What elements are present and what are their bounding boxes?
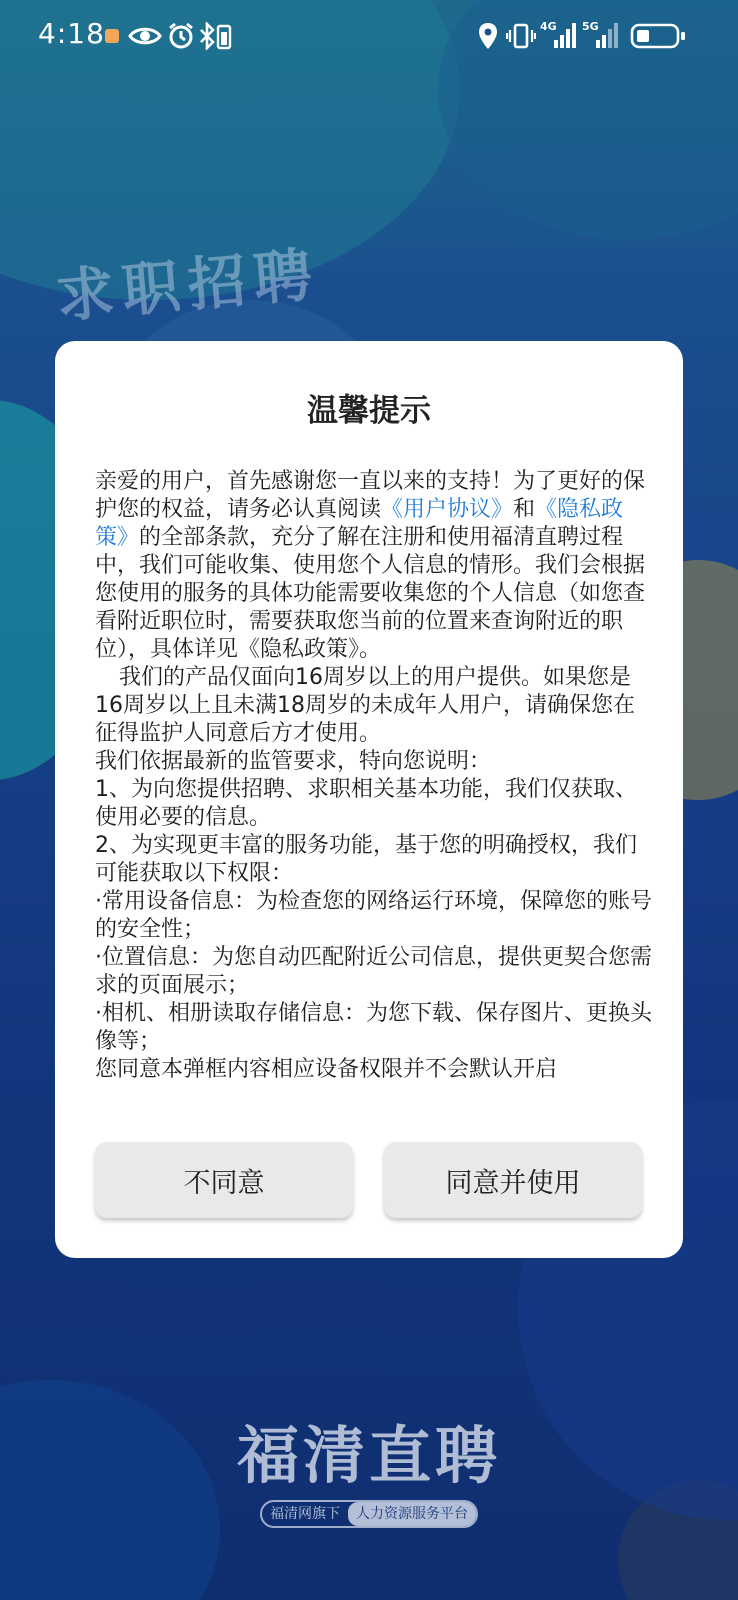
app-notification-icon — [104, 28, 120, 56]
dialog-content[interactable] — [95, 468, 655, 1108]
intro-text: 亲爱的用户，首先感谢您一直以来的支持！为了更好的保护您的权益，请务必认真阅读 — [95, 469, 646, 522]
location-icon — [478, 22, 498, 50]
brand-name: 福清直聘 — [236, 1419, 501, 1492]
intro-paragraph — [95, 468, 655, 664]
intro-text-rest: 的全部条款，充分了解在注册和使用福清直聘过程中，我们可能收集、使用您个人信息的情形。我们会根据您使用的服务的具体功能需要收集您的个人信息（如您查看附近职位时，需要获取您当前的位置来查询附近的职位），具体详见《隐私政策》。 — [95, 525, 646, 662]
battery-icon — [630, 22, 688, 50]
agree-and-use-button[interactable]: 同意并使用 — [384, 1142, 642, 1218]
permission-default-note: 您同意本弹框内容相应设备权限并不会默认开启 — [95, 1057, 558, 1082]
brand-tagline-right: 人力资源服务平台 — [348, 1502, 476, 1526]
permissions-paragraph: 2、为实现更丰富的服务功能，基于您的明确授权，我们可能获取以下权限： — [95, 833, 637, 886]
status-bar — [0, 0, 738, 72]
status-time: 4:18 — [38, 17, 105, 50]
eye-icon — [128, 24, 162, 52]
signal-4g-icon — [540, 18, 580, 46]
dialog-title: 温馨提示 — [307, 393, 431, 429]
location-info-item: ·位置信息：为您自动匹配附近公司信息，提供更契合您需求的页面展示； — [95, 945, 652, 998]
disagree-button[interactable]: 不同意 — [95, 1142, 353, 1218]
intro-text-and: 和 — [513, 497, 536, 522]
user-agreement-link[interactable]: 《用户协议》 — [381, 497, 514, 522]
alarm-icon — [168, 22, 194, 50]
brand-tagline — [260, 1500, 478, 1528]
background-slogan: 求职招聘 — [53, 240, 323, 331]
svg-text:5G: 5G — [582, 20, 599, 33]
svg-text:4G: 4G — [540, 20, 557, 33]
privacy-dialog — [55, 341, 683, 1258]
brand-logo — [0, 1420, 738, 1532]
vibrate-icon — [506, 22, 536, 50]
camera-album-item: ·相机、相册读取存储信息：为您下载、保存图片、更换头像等； — [95, 1001, 652, 1054]
regulation-paragraph: 我们依据最新的监管要求，特向您说明： — [95, 749, 492, 774]
basic-info-paragraph: 1、为向您提供招聘、求职相关基本功能，我们仅获取、使用必要的信息。 — [95, 777, 637, 830]
brand-tagline-left: 福清网旗下 — [270, 1506, 340, 1522]
signal-5g-icon — [582, 18, 622, 46]
privacy-policy-link[interactable]: 《隐私政策》 — [95, 497, 624, 550]
age-notice-paragraph: 我们的产品仅面向16周岁以上的用户提供。如果您是16周岁以上且未满18周岁的未成年人用户，请确保您在征得监护人同意后方才使用。 — [95, 665, 635, 746]
device-info-item: ·常用设备信息：为检查您的网络运行环境，保障您的账号的安全性； — [95, 889, 652, 942]
bluetooth-battery-icon — [198, 22, 234, 50]
